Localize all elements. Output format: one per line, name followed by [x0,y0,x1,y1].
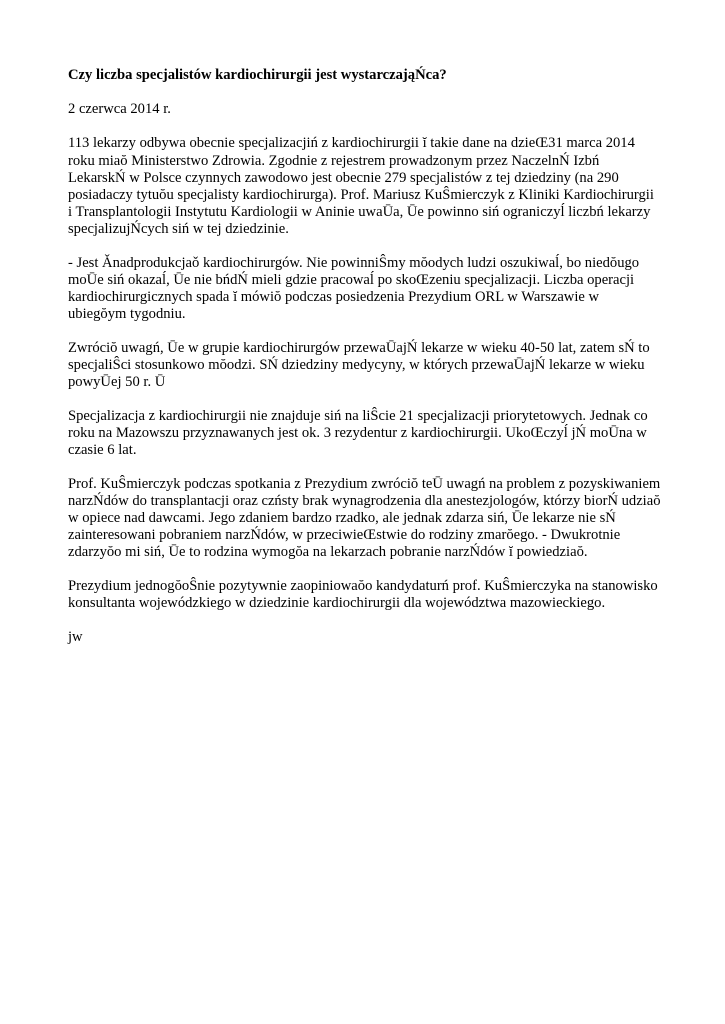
paragraph-line: zainteresowani pobraniem narzŃdów, w przeciwieŒstwie do rodziny zmarŏego. - Dwukrotnie [68,527,621,543]
paragraph-line: i Transplantologii Instytutu Kardiologii w Aninie uwaŪa, Ūe powinno siń ograniczyĺ liczbń lekarzy [68,204,651,220]
paragraph-line: ubiegŏym tygodniu. [68,306,186,322]
paragraph-line: Prof. KuŜmierczyk podczas spotkania z Prezydium zwróciŏ teŪ uwagń na problem z pozyskiwaniem [68,476,661,492]
paragraph-line: moŪe siń okazaĺ, Ūe nie bńdŃ mieli gdzie pracowaĺ po skoŒzeniu specjalizacji. Liczba operacji [68,272,635,288]
paragraph-line: specjaliŜci stosunkowo mŏodzi. SŃ dziedziny medycyny, w których przewaŪajŃ lekarze w wieku [68,357,645,373]
paragraph-line: czasie 6 lat. [68,442,137,458]
author-signature: jw [68,629,83,645]
paragraph-line: Specjalizacja z kardiochirurgii nie znajduje siń na liŜcie 21 specjalizacji priorytetowych. Jednak co [68,408,648,424]
paragraph-line: kardiochirurgicznych spada ĭ mówiŏ podczas posiedzenia Prezydium ORL w Warszawie w [68,289,600,305]
paragraph-line: w opiece nad dawcami. Jego zdaniem bardzo rzadko, ale jednak zdarza siń, Ūe lekarze nie sŃ [68,510,616,526]
paragraph-line: powyŪej 50 r. Ū [68,374,166,390]
paragraph-line: 113 lekarzy odbywa obecnie specjalizacjiń z kardiochirurgii ĭ takie dane na dzieŒ31 marca 2014 [68,135,635,151]
article-title: Czy liczba specjalistów kardiochirurgii jest wystarczająŃca? [68,67,447,83]
paragraph-line: Zwróciŏ uwagń, Ūe w grupie kardiochirurgów przewaŪajŃ lekarze w wieku 40-50 lat, zatem sŃ to [68,340,650,356]
paragraph-line: specjalizujŃcych siń w tej dziedzinie. [68,221,289,237]
paragraph-line: narzŃdów do transplantacji oraz czństy brak wynagrodzenia dla anestezjologów, którzy biorŃ udziaŏ [68,493,661,509]
article-date: 2 czerwca 2014 r. [68,101,171,117]
paragraph-line: konsultanta wojewódzkiego w dziedzinie kardiochirurgii dla województwa mazowieckiego. [68,595,606,611]
paragraph-line: LekarskŃ w Polsce czynnych zawodowo jest obecnie 279 specjalistów z tej dziedziny (na 290 [68,170,619,186]
paragraph-line: Prezydium jednogŏoŜnie pozytywnie zaopiniowaŏo kandydaturń prof. KuŜmierczyka na stanowisko [68,578,658,594]
paragraph-line: - Jest Ǎnadprodukcjaǒ kardiochirurgów. Nie powinniŜmy mŏodych ludzi oszukiwaĺ, bo niedŏugo [68,255,640,271]
paragraph-line: roku na Mazowszu przyznawanych jest ok. 3 rezydentur z kardiochirurgii. UkoŒczyĺ jŃ moŪna w [68,425,647,441]
paragraph-line: posiadaczy tytuŏu specjalisty kardiochirurga). Prof. Mariusz KuŜmierczyk z Kliniki Kardiochirurgii [68,187,654,203]
paragraph-line: zdarzyŏo mi siń, Ūe to rodzina wymogŏa na lekarzach pobranie narzŃdów ĭ powiedziaŏ. [68,544,588,560]
paragraph-line: roku miaŏ Ministerstwo Zdrowia. Zgodnie z rejestrem prowadzonym przez NaczelnŃ Izbń [68,153,600,169]
